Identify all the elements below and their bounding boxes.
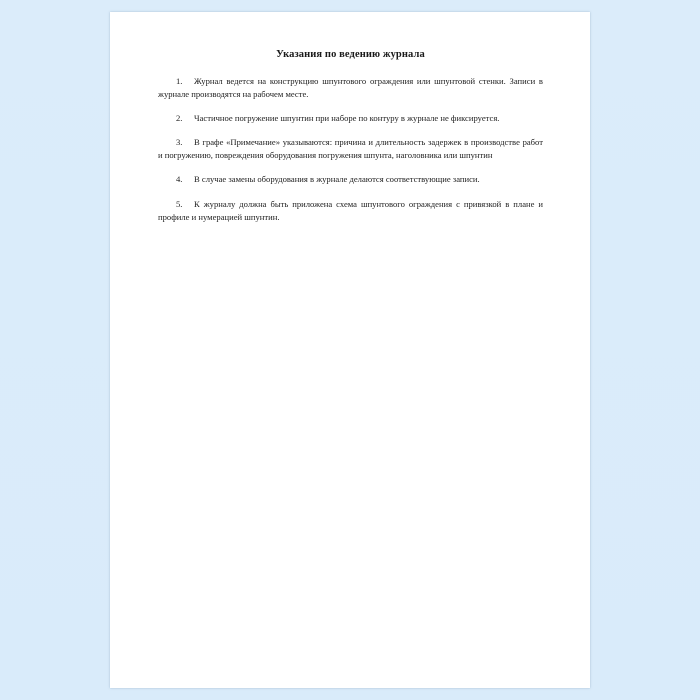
list-item-text: К журналу должна быть приложена схема шпунтового ограждения с привязкой в плане и профиле и нумерацией шпунтин. bbox=[158, 198, 543, 222]
list-item bbox=[158, 112, 543, 125]
list-item-number: 3. bbox=[176, 137, 183, 148]
list-item bbox=[158, 136, 543, 162]
list-item bbox=[158, 173, 543, 186]
page-title: Указания по ведению журнала bbox=[276, 49, 425, 60]
document-content bbox=[158, 48, 543, 235]
list-item-number: 5. bbox=[176, 198, 183, 209]
list-item-number: 4. bbox=[176, 174, 183, 185]
list-item-text: В случае замены оборудования в журнале делаются соответствующие записи. bbox=[194, 174, 480, 185]
list-item-number: 1. bbox=[176, 76, 183, 87]
list-item-number: 2. bbox=[176, 113, 183, 124]
list-item-text: Журнал ведется на конструкцию шпунтового ограждения или шпунтовой стенки. Записи в журнале производятся на рабочем месте. bbox=[158, 76, 543, 100]
list-item bbox=[158, 75, 543, 101]
list-item-text: Частичное погружение шпунтин при наборе по контуру в журнале не фиксируется. bbox=[194, 113, 500, 124]
list-item-text: В графе «Примечание» указываются: причина и длительность задержек в производстве работ и погружению, повреждения оборудования погружения шпунта, наголовника или шпунтин bbox=[158, 137, 543, 161]
document-page bbox=[110, 12, 590, 688]
list-item bbox=[158, 198, 543, 224]
